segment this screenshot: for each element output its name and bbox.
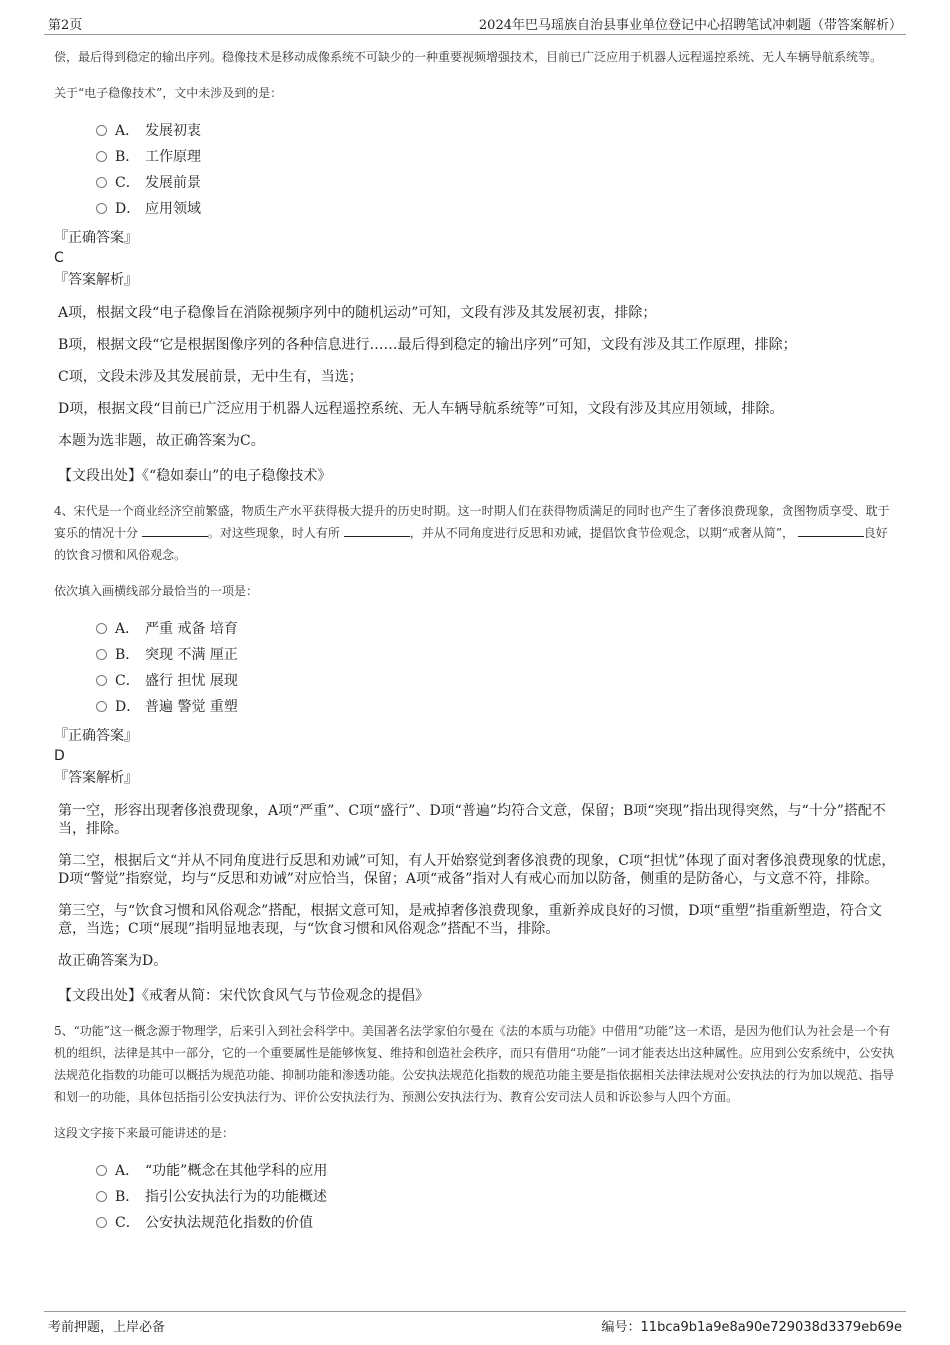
passage-source: 【文段出处】《“稳如泰山”的电子稳像技术》 xyxy=(58,468,332,484)
radio-icon[interactable] xyxy=(96,1217,107,1228)
document-title: 2024年巴马瑶族自治县事业单位登记中心招聘笔试冲刺题（带答案解析） xyxy=(478,18,902,33)
option-b[interactable]: B． 突现 不满 厘正 xyxy=(96,642,896,668)
page-header xyxy=(44,10,906,35)
correct-answer: C xyxy=(54,250,64,266)
option-a[interactable]: A． 发展初衷 xyxy=(96,118,896,144)
option-c[interactable]: C． 盛行 担忧 展现 xyxy=(96,668,896,694)
radio-icon[interactable] xyxy=(96,125,107,136)
question-3-options xyxy=(96,118,896,222)
radio-icon[interactable] xyxy=(96,151,107,162)
question-3-passage-tail: 偿，最后得到稳定的输出序列。稳像技术是移动成像系统不可缺少的一种重要视频增强技术，目前已广泛应用于机器人远程遥控系统、无人车辆导航系统等。 xyxy=(54,50,883,64)
explanation-blank-3: 第三空，与“饮食习惯和风俗观念”搭配，根据文意可知，是戒掉奢侈浪费现象，重新养成良好的习惯，D项“重塑”指重新塑造，符合文意，当选；C项“展现”指明显地表现，与“饮食习惯和风俗观念”搭配不当，排除。 xyxy=(58,903,882,937)
blank-3[interactable] xyxy=(798,524,864,537)
analysis-label: 『答案解析』 xyxy=(54,272,138,288)
explanation-d: D项，根据文段“目前已广泛应用于机器人远程遥控系统、无人车辆导航系统等”可知，文段有涉及其应用领域，排除。 xyxy=(58,401,784,417)
option-c[interactable]: C． 发展前景 xyxy=(96,170,896,196)
question-5-options xyxy=(96,1158,896,1236)
radio-icon[interactable] xyxy=(96,623,107,634)
analysis-label: 『答案解析』 xyxy=(54,770,138,786)
option-b[interactable]: B． 工作原理 xyxy=(96,144,896,170)
question-4 xyxy=(54,500,896,1006)
option-a[interactable]: A． “功能”概念在其他学科的应用 xyxy=(96,1158,896,1184)
blank-2[interactable] xyxy=(344,524,410,537)
option-c[interactable]: C． 公安执法规范化指数的价值 xyxy=(96,1210,896,1236)
radio-icon[interactable] xyxy=(96,675,107,686)
correct-answer-label: 『正确答案』 xyxy=(54,230,138,246)
footer-slogan: 考前押题，上岸必备 xyxy=(48,1320,166,1335)
radio-icon[interactable] xyxy=(96,203,107,214)
question-4-passage: 4、宋代是一个商业经济空前繁盛，物质生产水平获得极大提升的历史时期。这一时期人们在获得物质满足的同时也产生了奢侈浪费现象，贪图物质享受、耽于宴乐的情况十分 。对这些现象，时人有所 ，并从不同角度进行反思和劝诫，提倡饮食节俭观念，以期“戒奢从简”， 良好的饮食习惯和风俗观念。 xyxy=(54,504,890,562)
question-5-prompt: 这段文字接下来最可能讲述的是： xyxy=(54,1126,235,1140)
explanation-b: B项，根据文段“它是根据图像序列的各种信息进行……最后得到稳定的输出序列”可知，文段有涉及其工作原理，排除； xyxy=(58,337,797,353)
option-b[interactable]: B． 指引公安执法行为的功能概述 xyxy=(96,1184,896,1210)
option-a[interactable]: A． 严重 戒备 培育 xyxy=(96,616,896,642)
radio-icon[interactable] xyxy=(96,177,107,188)
explanation-a: A项，根据文段“电子稳像旨在消除视频序列中的随机运动”可知，文段有涉及其发展初衷，排除； xyxy=(58,305,657,321)
page-number: 第2页 xyxy=(48,18,83,33)
explanation-c: C项，文段未涉及其发展前景，无中生有，当选； xyxy=(58,369,363,385)
option-d[interactable]: D． 普遍 警觉 重塑 xyxy=(96,694,896,720)
explanation-conclusion: 本题为选非题，故正确答案为C。 xyxy=(58,433,265,449)
document-code: 编号：11bca9b1a9e8a90e729038d3379eb69e xyxy=(601,1320,902,1335)
radio-icon[interactable] xyxy=(96,649,107,660)
correct-answer: D xyxy=(54,748,65,764)
radio-icon[interactable] xyxy=(96,1191,107,1202)
question-4-options xyxy=(96,616,896,720)
radio-icon[interactable] xyxy=(96,701,107,712)
radio-icon[interactable] xyxy=(96,1165,107,1176)
option-d[interactable]: D． 应用领域 xyxy=(96,196,896,222)
question-3 xyxy=(54,46,896,486)
explanation-conclusion: 故正确答案为D。 xyxy=(58,953,168,969)
passage-source: 【文段出处】《戒奢从简：宋代饮食风气与节俭观念的提倡》 xyxy=(58,988,429,1004)
explanation-blank-1: 第一空，形容出现奢侈浪费现象，A项“严重”、C项“盛行”、D项“普遍”均符合文意，保留；B项“突现”指出现得突然，与“十分”搭配不当，排除。 xyxy=(58,803,886,837)
question-3-prompt: 关于“电子稳像技术”，文中未涉及到的是： xyxy=(54,86,283,100)
blank-1[interactable] xyxy=(142,524,208,537)
correct-answer-label: 『正确答案』 xyxy=(54,728,138,744)
question-5-passage: 5、“功能”这一概念源于物理学，后来引入到社会科学中。美国著名法学家伯尔曼在《法的本质与功能》中借用“功能”这一术语，是因为他们认为社会是一个有机的组织，法律是其中一部分，它的一个重要属性是能够恢复、维持和创造社会秩序，而只有借用“功能”一词才能表达出这种属性。应用到公安系统中，公安执法规范化指数的功能可以概括为规范功能、抑制功能和渗透功能。公安执法规范化指数的规范功能主要是指依据相关法律法规对公安执法的行为加以规范、指导和划一的功能，具体包括指引公安执法行为、评价公安执法行为、预测公安执法行为、教育公安司法人员和诉讼参与人四个方面。 xyxy=(54,1024,895,1104)
explanation-blank-2: 第二空，根据后文“并从不同角度进行反思和劝诫”可知，有人开始察觉到奢侈浪费的现象，C项“担忧”体现了面对奢侈浪费现象的忧虑，D项“警觉”指察觉，均与“反思和劝诫”对应恰当，保留；A项“戒备”指对人有戒心而加以防备，侧重的是防备心，与文意不符，排除。 xyxy=(58,853,896,887)
question-5 xyxy=(54,1020,896,1236)
page-footer xyxy=(44,1311,906,1336)
main-content xyxy=(54,46,896,1236)
question-4-prompt: 依次填入画横线部分最恰当的一项是： xyxy=(54,584,259,598)
